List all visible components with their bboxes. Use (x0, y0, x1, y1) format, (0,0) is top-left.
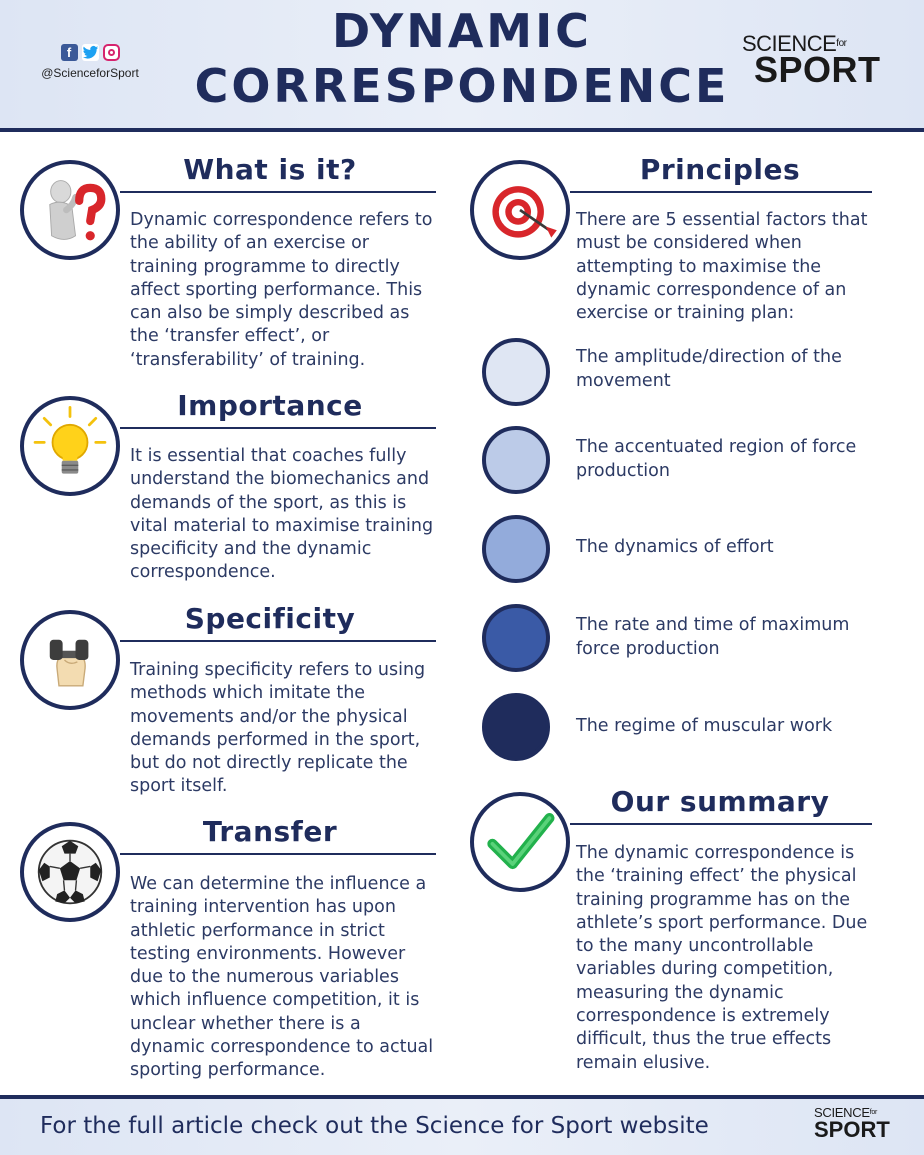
principle-circle-1 (482, 338, 550, 406)
footer-logo-sport: SPORT (814, 1117, 890, 1142)
section-body-specificity: Training specificity refers to using methods which imitate the movements and/or the physical demands performed in the sport, but do not directly replicate the sport itself. (130, 660, 426, 797)
twitter-icon[interactable] (82, 44, 99, 61)
section-body-transfer: We can determine the influence a training intervention has upon athletic performance in strict testing environments. However due to the numerous variables which influence competition, it is unclear whether there is a dynamic correspondence to actual sporting performance. (130, 874, 434, 1081)
principle-circle-2 (482, 426, 550, 494)
principle-text-3: The dynamics of effort (576, 537, 774, 557)
principle-text-2: The accentuated region of force production (576, 437, 857, 481)
logo-sport: SPORT (754, 49, 881, 90)
section-title-importance: Importance (177, 389, 363, 422)
logo-science: SCIENCE (742, 31, 837, 56)
social-handle[interactable]: @ScienceforSport (41, 66, 139, 80)
section-body-importance: It is essential that coaches fully understand the biomechanics and demands of the sport, as this is vital material to maximise training specificity and the dynamic correspondence. (130, 446, 434, 583)
section-title-specificity: Specificity (184, 602, 356, 635)
section-title-transfer: Transfer (202, 815, 338, 848)
title-line-2: CORRESPONDENCE (194, 59, 730, 113)
page-title (170, 4, 754, 114)
section-body-principles: There are 5 essential factors that must be considered when attempting to maximise the dynamic correspondence of an exercise or training plan: (576, 210, 868, 324)
section-rule-what (120, 191, 436, 193)
section-rule-transfer (120, 853, 436, 855)
section-title-what: What is it? (183, 153, 357, 186)
brand-logo (742, 31, 892, 90)
title-line-1: DYNAMIC (332, 4, 592, 58)
social-block (30, 44, 150, 81)
logo-for: for (836, 38, 847, 49)
section-title-summary: Our summary (610, 785, 830, 818)
instagram-icon[interactable] (103, 44, 120, 61)
section-body-summary: The dynamic correspondence is the ‘training effect’ the physical training programme has on the athlete’s sport performance. Due to the many uncontrollable variables during competition, measuring the dynamic correspondence is extremely difficult, thus the true effects remain elusive. (576, 843, 868, 1073)
section-title-principles: Principles (639, 153, 801, 186)
principle-circle-3 (482, 515, 550, 583)
section-rule-specificity (120, 640, 436, 642)
footer-cta[interactable]: For the full article check out the Science for Sport website (40, 1113, 709, 1139)
question-thinker-icon (20, 160, 120, 260)
section-body-what: Dynamic correspondence refers to the ability of an exercise or training programme to directly affect sporting performance. This can also be simply described as the ‘transfer effect’, or ‘transferability’ of training. (130, 210, 433, 370)
football-icon (20, 822, 120, 922)
dumbbell-icon (20, 610, 120, 710)
footer-logo-science: SCIENCE (814, 1105, 870, 1120)
section-rule-principles (570, 191, 872, 193)
lightbulb-icon (20, 396, 120, 496)
footer-logo-for: for (869, 1109, 877, 1116)
section-rule-importance (120, 427, 436, 429)
checkmark-icon (470, 792, 570, 892)
principle-text-4: The rate and time of maximum force production (576, 615, 850, 659)
footer-logo (814, 1107, 904, 1141)
header-divider (0, 128, 924, 132)
principle-circle-4 (482, 604, 550, 672)
target-icon (470, 160, 570, 260)
facebook-icon[interactable]: f (61, 44, 78, 61)
principle-text-1: The amplitude/direction of the movement (576, 347, 842, 391)
principle-circle-5 (482, 693, 550, 761)
principle-text-5: The regime of muscular work (576, 716, 833, 736)
section-rule-summary (570, 823, 872, 825)
